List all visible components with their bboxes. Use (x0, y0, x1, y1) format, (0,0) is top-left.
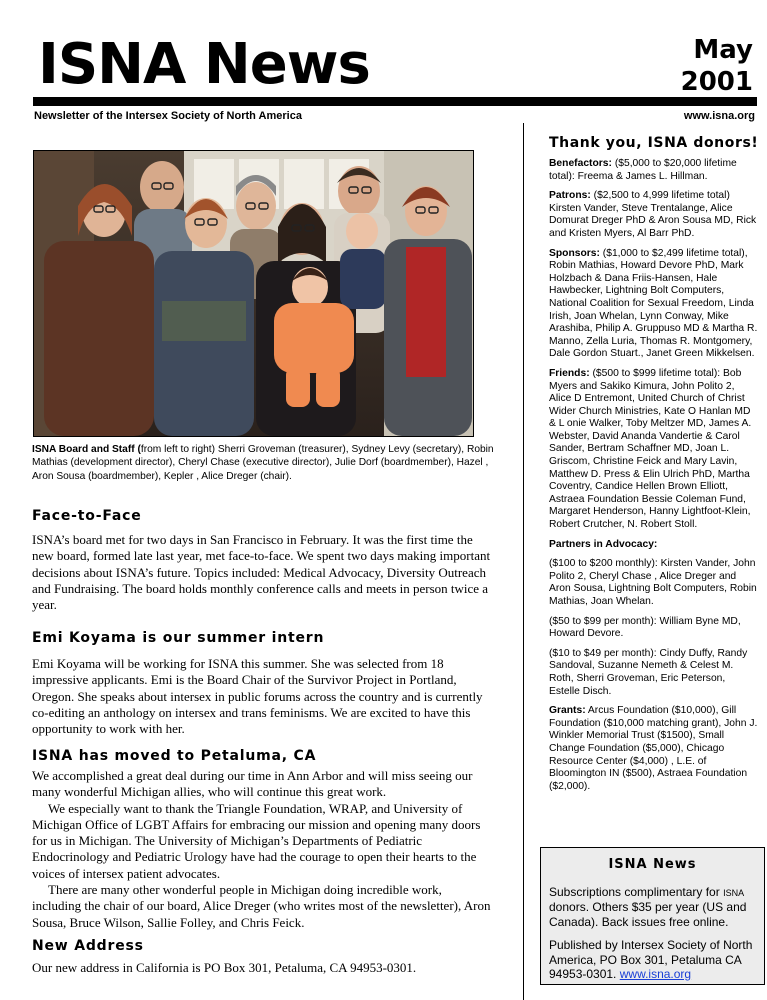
donor-sponsors (549, 248, 759, 361)
donor-list: ($2,500 to 4,999 lifetime total) Kirsten Vander, Steve Trentalange, Alice Domurat Dreger PhD & Aron Sousa MD, Rick and Kristen Myers, Al Barr PhD. (549, 190, 757, 239)
donor-level-label: Grants: (549, 705, 586, 717)
isna-website-link[interactable]: www.isna.org (619, 967, 692, 981)
donor-list: ($500 to $999 lifetime total): Bob Myers and Sakiko Kimura, John Polito 2, Alice D Entremont, United Church of Christ Wider Church Ministries, Kate O Hanlan MD & L onie Walker, Toby Meltzer MD, James A. Webster, David Ananda Vandertie & Carol Sander, Bertram Schaffner MD, Joan L. Griscom, Christine Feick and Mary Lavin, Matthew D. Press & Elin Ulrich PhD, Martha Coventry, Candice Hellen Brown Elliott, Astraea Foundation Bessie Coleman Fund, Margaret Henderson, Hanny Lightfoot-Klein, Robert Crutcher, N. Robert Stoll. (549, 367, 752, 531)
board-staff-photo (33, 150, 474, 437)
article-body: Emi Koyama will be working for ISNA this summer. She was selected from 18 impressive applicants. Emi is the Board Chair of the Survivor Project in Portland, Oregon. She speaks about intersex in public forums across the country and is currently co-editing an anthology on intersex and trans feminisms. We are excited to have this opportunity to work with her. (32, 656, 483, 737)
article-paragraph: We accomplished a great deal during our time in Ann Arbor and will miss seeing our many wonderful Michigan allies, who will continue this great work. (32, 768, 473, 800)
article-body: ISNA’s board met for two days in San Francisco in February. It was the first time the new board, formed late last year, met face-to-face. We spent two days making important decisions about ISNA’s future. Topics included: Medical Advocacy, Diversity Outreach and Fundraising. The board holds monthly conference calls and meets in person twice a year. (32, 532, 491, 613)
photo-caption (32, 443, 502, 483)
article-paragraph: We especially want to thank the Triangle Foundation, WRAP, and University of Michigan Office of LGBT Affairs for embracing our mission and opening many doors for us in Michigan. The University of Michigan’s Departments of Pediatric Endocrinology and Pediatric Urology have had the courage to open their hearts to the voices of intersex patient advocates. (32, 800, 481, 881)
subscription-isna: ISNA (723, 887, 745, 898)
donor-partners-monthly-100: ($100 to $200 monthly): Kirsten Vander, John Polito 2, Cheryl Chase , Alice Dreger and Aron Sousa, Lightning Bolt Computers, Robin Mathias, Joan Whelan. (549, 558, 757, 607)
subscription-text-rest: donors. Others $35 per year (US and Canada). Back issues free online. (549, 900, 747, 929)
donor-list: ($5,000 to $20,000 lifetime total): Freema & James L. Hillman. (549, 158, 737, 182)
article-paragraph: There are many other wonderful people in Michigan doing incredible work, including the chair of our board, Alice Dreger (who writes most of the newsletter), Aron Sousa, Bruce Wilson, Sallie Folley, and Chris Feick. (32, 882, 491, 930)
subscription-info (549, 885, 756, 930)
article-heading: ISNA has moved to Petaluma, CA (32, 748, 317, 764)
issue-month: May (693, 35, 753, 65)
publisher-text: Published by Intersex Society of North America, PO Box 301, Petaluma CA 94953-0301. (549, 938, 753, 981)
site-url: www.isna.org (683, 110, 755, 122)
article-heading: Face-to-Face (32, 508, 142, 524)
caption-text: from left to right) Sherri Groveman (treasurer), Sydney Levy (secretary), Robin Mathias (development director), Cheryl Chase (executive director), Julie Dorf (boardmember), Hazel , Aron Sousa (boardmember), Kepler , Alice Dreger (chair). (32, 444, 494, 482)
donor-level-label: Sponsors: (549, 247, 600, 259)
donor-benefactors (549, 158, 759, 183)
article-body: Our new address in California is PO Box 301, Petaluma, CA 94953-0301. (32, 960, 417, 975)
donor-partners-monthly-10: ($10 to $49 per month): Cindy Duffy, Randy Sandoval, Suzanne Nemeth & Celest M. Roth, Sherri Groveman, Eric Peterson, Estelle Disch. (549, 647, 748, 697)
article-new-address (32, 938, 494, 976)
newsletter-title: ISNA News (38, 32, 370, 97)
donor-level-label: Partners in Advocacy: (549, 538, 658, 550)
donors-section (549, 134, 759, 800)
donor-list: ($1,000 to $2,499 lifetime total), Robin Mathias, Howard Devore PhD, Mark Holzbach & Dana Friis-Hansen, Hale Hawbecker, Lightning Bolt Computers, National Coalition for Sexual Freedom, Linda Irish, Joan Whelan, Lynn Conway, Mike Arashiba, Philip A. Gruppuso MD & Martha R. Manno, Zella Luria, Thomas R. Montgomery, Dale Gordon Stuart., Janet Green Mikkelsen. (549, 247, 758, 360)
issue-year: 2001 (680, 67, 753, 97)
donor-level-label: Benefactors: (549, 158, 612, 169)
newsletter-subtitle: Newsletter of the Intersex Society of North America (34, 110, 302, 122)
donor-level-label: Patrons: (549, 190, 591, 202)
news-box-heading: ISNA News (608, 857, 697, 872)
article-heading: New Address (32, 938, 144, 954)
donor-friends (549, 368, 759, 532)
caption-lead: ISNA Board and Staff ( (32, 444, 141, 455)
isna-news-box (540, 847, 765, 985)
column-divider (523, 123, 524, 1000)
article-moved-petaluma (32, 748, 494, 931)
masthead-rule (33, 97, 757, 106)
article-summer-intern (32, 630, 494, 737)
article-face-to-face (32, 508, 494, 613)
donor-partners-monthly-50: ($50 to $99 per month): William Byne MD, Howard Devore. (549, 615, 741, 640)
subscription-text: Subscriptions complimentary for (549, 884, 724, 899)
issue-date (643, 34, 753, 98)
publisher-info (549, 938, 756, 982)
donor-patrons (549, 190, 759, 240)
donor-list: Arcus Foundation ($10,000), Gill Foundation ($10,000 matching grant), John J. Winkler Memorial Trust ($1500), Small Change Foundation ($5,000), Chicago Resource Center ($4,000) , L.E. of Bloomington IN ($500), Astraea Foundation ($2,000). (549, 705, 758, 792)
donor-grants (549, 705, 759, 793)
article-heading: Emi Koyama is our summer intern (32, 630, 325, 646)
donor-level-label: Friends: (549, 367, 590, 379)
donors-heading: Thank you, ISNA donors! (549, 135, 759, 151)
